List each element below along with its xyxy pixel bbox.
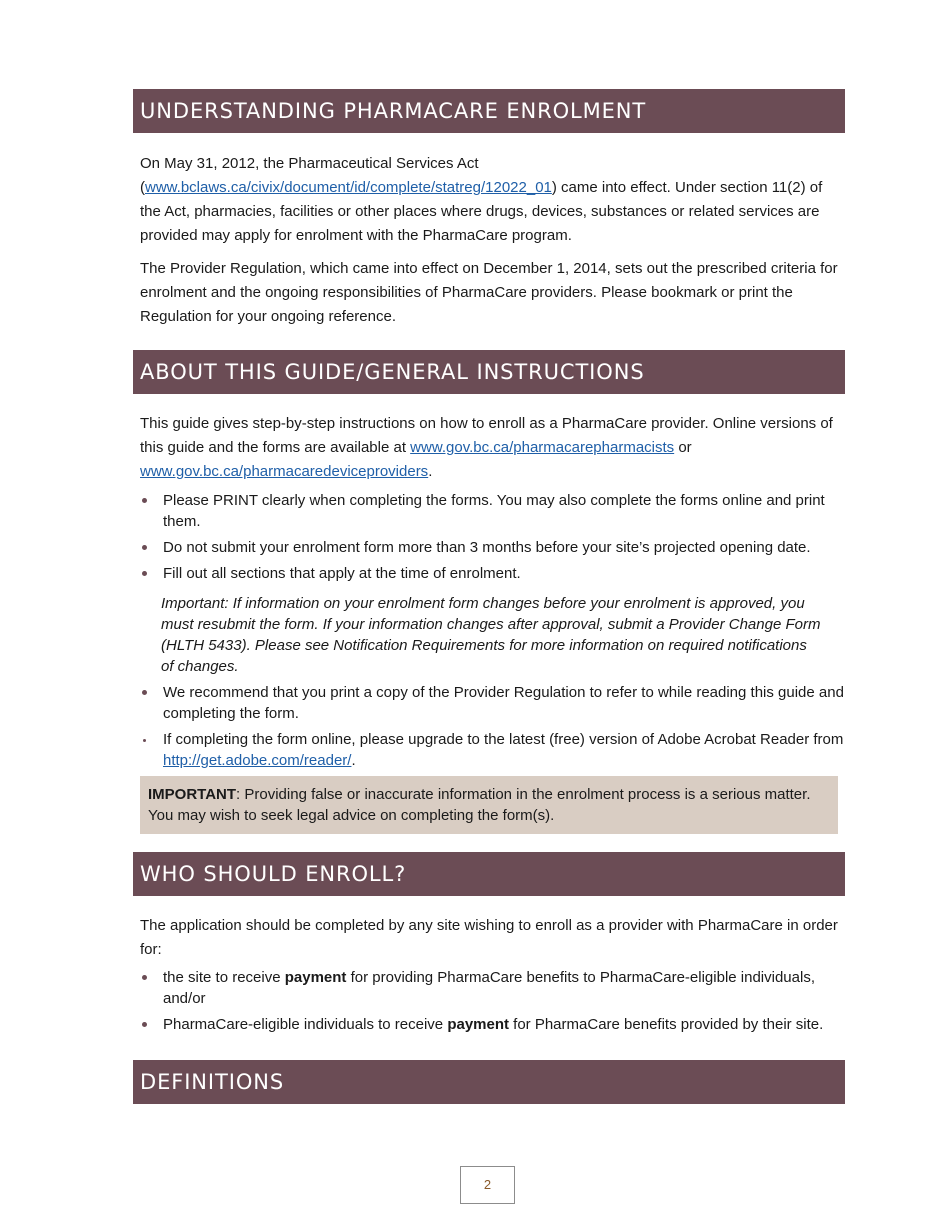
pharmacists-link[interactable]: www.gov.bc.ca/pharmacarepharmacists xyxy=(410,439,675,456)
guide-intro: This guide gives step-by-step instructions on how to enroll as a PharmaCare provider. Online versions of this guide and the forms are available at www.gov.bc.ca/pharmacarepharmacists or www.gov.bc.ca/pharmacaredeviceproviders. xyxy=(140,415,833,480)
section-header-guide: ABOUT THIS GUIDE/GENERAL INSTRUCTIONS xyxy=(133,350,845,394)
bclaws-link[interactable]: www.bclaws.ca/civix/document/id/complete/statreg/12022_01 xyxy=(145,179,552,196)
enrolment-paragraph-2: The Provider Regulation, which came into effect on December 1, 2014, sets out the prescribed criteria for enrolment and the ongoing responsibilities of PharmaCare providers. Please bookmark or print the Regulation for your ongoing reference. xyxy=(140,260,838,325)
section-header-who: WHO SHOULD ENROLL? xyxy=(133,852,845,896)
list-item: Do not submit your enrolment form more than 3 months before your site’s projected opening date. xyxy=(163,537,845,558)
list-item: the site to receive payment for providing PharmaCare benefits to PharmaCare-eligible individuals, and/or xyxy=(163,967,845,1009)
important-note: Important: If information on your enrolment form changes before your enrolment is approved, you must resubmit the form. If your information changes after approval, submit a Provider Change Form (HLTH 5433). Please see Notification Requirements for more information on required notifications of changes. xyxy=(161,595,821,675)
guide-bullet-list-2 xyxy=(133,682,845,771)
list-item: PharmaCare-eligible individuals to receive payment for PharmaCare benefits provided by their site. xyxy=(163,1014,845,1035)
list-item: Please PRINT clearly when completing the forms. You may also complete the forms online and print them. xyxy=(163,490,845,532)
important-notice-box: IMPORTANT: Providing false or inaccurate information in the enrolment process is a serious matter. You may wish to seek legal advice on completing the form(s). xyxy=(140,776,838,834)
list-item: If completing the form online, please upgrade to the latest (free) version of Adobe Acrobat Reader from http://get.adobe.com/reader/. xyxy=(163,731,844,769)
adobe-reader-link[interactable]: http://get.adobe.com/reader/ xyxy=(163,752,352,769)
section-header-enrolment: UNDERSTANDING PHARMACARE ENROLMENT xyxy=(133,89,845,133)
page-number: 2 xyxy=(460,1166,515,1204)
enrolment-paragraph-1: On May 31, 2012, the Pharmaceutical Services Act (www.bclaws.ca/civix/document/id/complete/statreg/12022_01) came into effect. Under section 11(2) of the Act, pharmacies, facilities or other places where drugs, devices, substances or related services are provided may apply for enrolment with the PharmaCare program. xyxy=(140,155,823,244)
who-bullet-list xyxy=(133,967,845,1035)
guide-bullet-list xyxy=(133,490,845,584)
who-intro: The application should be completed by any site wishing to enroll as a provider with PharmaCare in order for: xyxy=(140,917,838,958)
list-item: Fill out all sections that apply at the time of enrolment. xyxy=(163,563,845,584)
section-header-definitions: DEFINITIONS xyxy=(133,1060,845,1104)
list-item: We recommend that you print a copy of the Provider Regulation to refer to while reading this guide and completing the form. xyxy=(163,684,844,722)
document-page xyxy=(133,89,845,1104)
device-providers-link[interactable]: www.gov.bc.ca/pharmacaredeviceproviders xyxy=(140,463,429,480)
